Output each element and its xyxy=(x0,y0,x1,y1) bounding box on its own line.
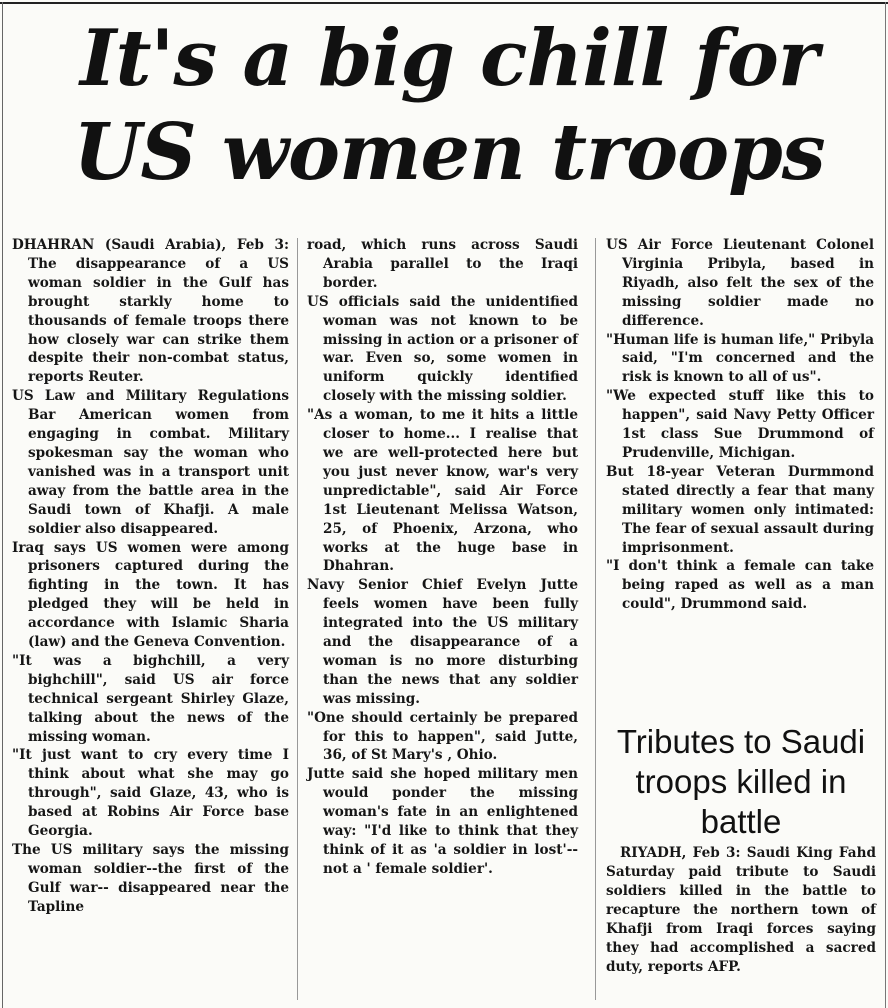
column-divider xyxy=(297,238,298,1000)
paragraph: "I don't think a female can take being raped as well as a man could", Drummond said. xyxy=(606,558,874,613)
paragraph: US officials said the unidentified woman was not known to be missing in action or a prisoner of war. Even so, some women in uniform quickly identified closely with the missing soldier. xyxy=(307,293,578,405)
article-headline xyxy=(24,12,874,200)
paragraph: road, which runs across Saudi Arabia parallel to the Iraqi border. xyxy=(307,237,578,291)
paragraph: Navy Senior Chief Evelyn Jutte feels women have been fully integrated into the US military and the disappearance of a woman is no more disturbing than the news that any soldier was missing. xyxy=(307,577,578,707)
top-border-rule xyxy=(0,2,888,4)
paragraph: "It just want to cry every time I think about what she may go through", said Glaze, 43, who is based at Robins Air Force base Georgia. xyxy=(12,747,289,840)
paragraph: "Human life is human life," Pribyla said, "I'm concerned and the risk is known to all of us". xyxy=(606,331,874,386)
paragraph: "It was a bighchill, a very bighchill", said US air force technical sergeant Shirley Glaze, talking about the news of the missing woman. xyxy=(12,652,289,745)
left-border-rule xyxy=(2,2,3,1008)
column-divider xyxy=(595,238,596,1000)
paragraph: "We expected stuff like this to happen", said Navy Petty Officer 1st class Sue Drummond of Prudenville, Michigan. xyxy=(606,388,874,461)
right-border-rule xyxy=(885,2,886,1008)
paragraph: US Law and Military Regulations Bar American women from engaging in combat. Military spokesman say the woman who vanished was in a transport unit away from the battle area in the Saudi town of Khafji. A male soldier also disappeared. xyxy=(12,388,289,537)
sidebar-story-headline: Tributes to Saudi troops killed in battle xyxy=(616,723,866,840)
article-column-2 xyxy=(307,236,578,879)
paragraph: US Air Force Lieutenant Colonel Virginia Pribyla, based in Riyadh, also felt the sex of the missing soldier made no difference. xyxy=(606,237,874,329)
sidebar-story-text: RIYADH, Feb 3: Saudi King Fahd Saturday paid tribute to Saudi soldiers killed in the battle to recapture the northern town of Khafji from Iraqi forces saying they had accomplished a sacred duty, reports AFP. xyxy=(606,845,876,975)
paragraph: But 18-year Veteran Durmmond stated directly a fear that many military women only intimated: The fear of sexual assault during imprisonment. xyxy=(606,463,874,556)
headline-line-2: US women troops xyxy=(73,107,825,198)
paragraph: Iraq says US women were among prisoners captured during the fighting in the town. It has pledged they will be held in accordance with Islamic Sharia (law) and the Geneva Convention. xyxy=(12,539,289,651)
article-column-1 xyxy=(12,236,289,917)
paragraph: Jutte said she hoped military men would ponder the missing woman's fate in an enlightened way: "I'd like to think that they think of it as 'a soldier in lost'-- not a ' female soldier'. xyxy=(307,766,578,877)
article-column-3 xyxy=(606,236,874,614)
paragraph: "As a woman, to me it hits a little closer to home... I realise that we are well-protected here but you just never know, war's very unpredictable", said Air Force 1st Lieutenant Melissa Watson, 25, of Phoenix, Arzona, who works at the huge base in Dhahran. xyxy=(307,407,578,575)
paragraph: DHAHRAN (Saudi Arabia), Feb 3: The disappearance of a US woman soldier in the Gulf has brought starkly home to thousands of female troops there how closely war can strike them despite their non-combat status, reports Reuter. xyxy=(12,237,289,386)
paragraph: "One should certainly be prepared for this to happen", said Jutte, 36, of St Mary's , Ohio. xyxy=(307,709,578,764)
paragraph: The US military says the missing woman soldier--the first of the Gulf war-- disappeared near the Tapline xyxy=(12,842,289,915)
headline-line-1: It's a big chill for xyxy=(80,13,818,104)
